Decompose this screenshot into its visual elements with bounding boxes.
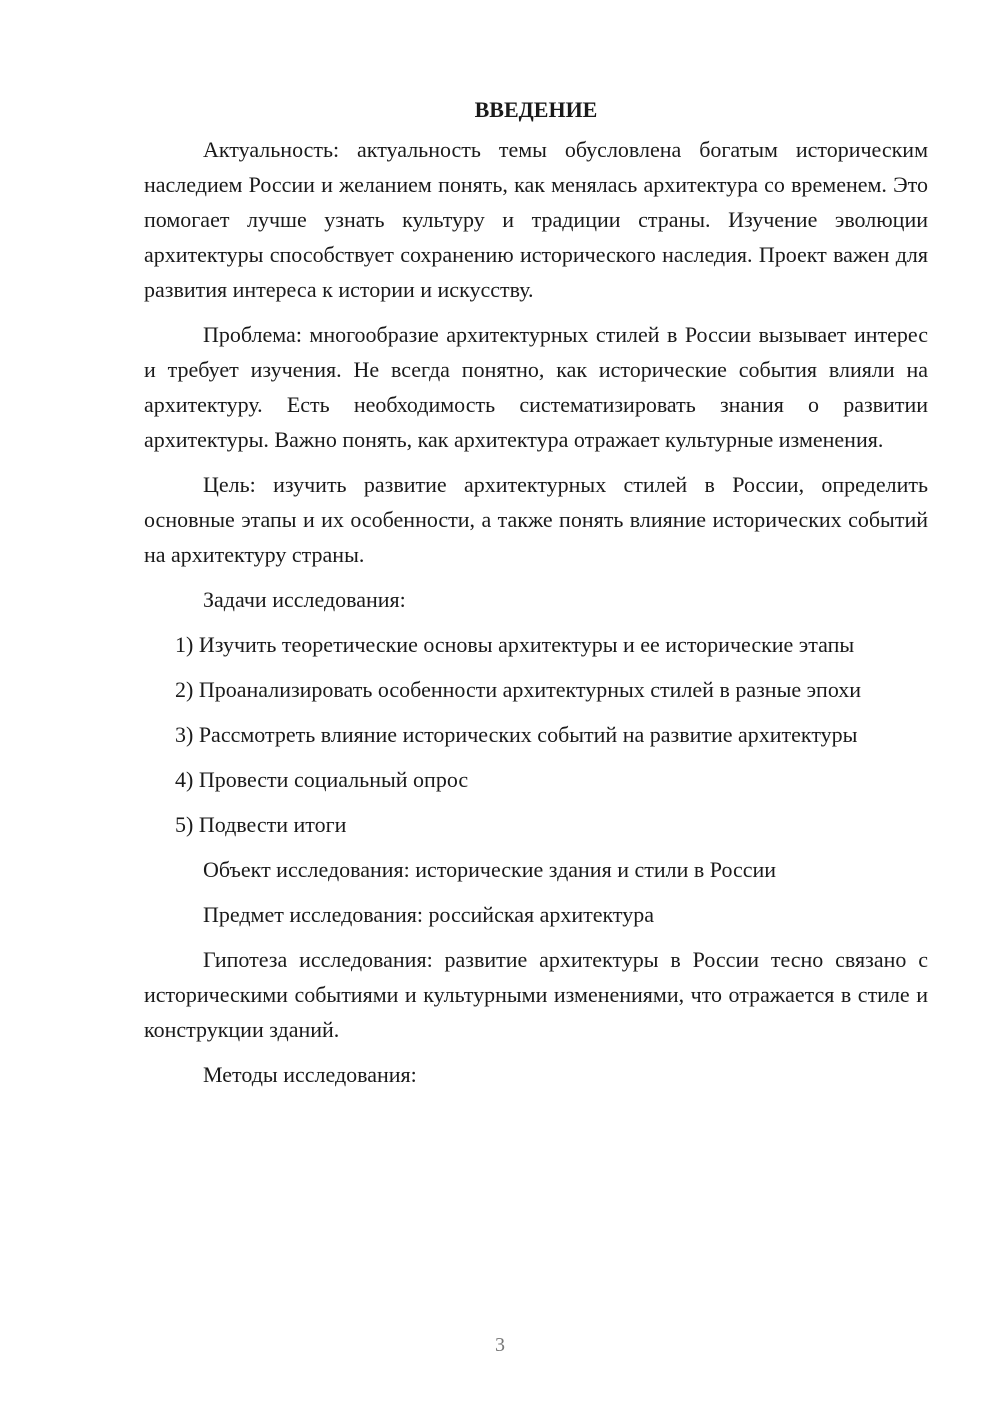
research-subject: Предмет исследования: российская архитектура (203, 902, 654, 927)
research-hypothesis: Гипотеза исследования: развитие архитектуры в России тесно связано с историческими событиями и культурными изменениями, что отражается в стиле и конструкции зданий. (144, 947, 928, 1042)
task-item-3: 3) Рассмотреть влияние исторических событий на развитие архитектуры (175, 722, 858, 747)
task-item-4: 4) Провести социальный опрос (175, 767, 469, 792)
tasks-heading: Задачи исследования: (203, 587, 406, 612)
section-title: ВВЕДЕНИЕ (474, 97, 598, 122)
methods-heading: Методы исследования: (203, 1062, 417, 1087)
task-item-1: 1) Изучить теоретические основы архитектуры и ее исторические этапы (175, 632, 855, 657)
research-object: Объект исследования: исторические здания и стили в России (203, 857, 777, 882)
document-page (144, 92, 928, 1092)
task-item-5: 5) Подвести итоги (175, 812, 347, 837)
paragraph-problem: Проблема: многообразие архитектурных стилей в России вызывает интерес и требует изучения. Не всегда понятно, как исторические события влияли на архитектуру. Есть необходимость систематизировать знания о развитии архитектуры. Важно понять, как архитектура отражает культурные изменения. (144, 322, 928, 452)
task-item-2: 2) Проанализировать особенности архитектурных стилей в разные эпохи (175, 677, 862, 702)
page-number: 3 (495, 1334, 505, 1356)
paragraph-relevance: Актуальность: актуальность темы обусловлена богатым историческим наследием России и желанием понять, как менялась архитектура со временем. Это помогает лучше узнать культуру и традиции страны. Изучение эволюции архитектуры способствует сохранению исторического наследия. Проект важен для развития интереса к истории и искусству. (144, 137, 928, 302)
paragraph-goal: Цель: изучить развитие архитектурных стилей в России, определить основные этапы и их особенности, а также понять влияние исторических событий на архитектуру страны. (144, 472, 928, 567)
